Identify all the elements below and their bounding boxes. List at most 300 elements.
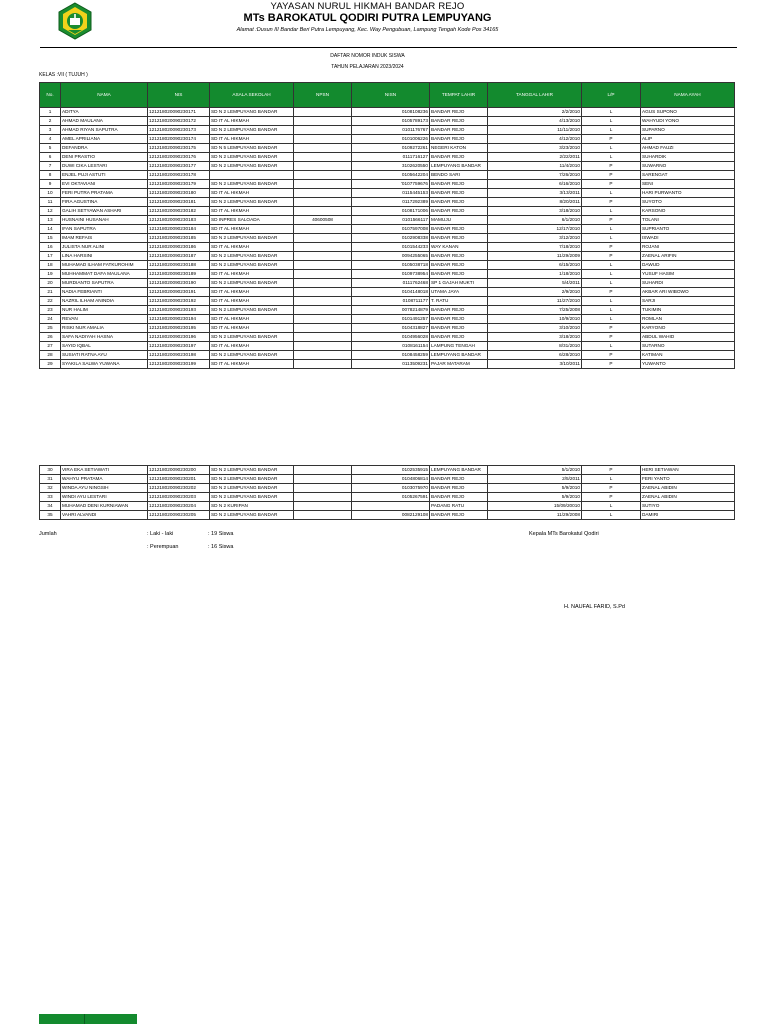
table-cell: 0113509231 — [352, 360, 430, 369]
table-cell: 121218020090230192 — [148, 297, 210, 306]
table-cell: 6/16/2010 — [488, 180, 582, 189]
table-cell — [294, 180, 352, 189]
table-cell: 10 — [40, 189, 61, 198]
table-cell: 0109738954 — [352, 270, 430, 279]
table-cell: LAMPUNG TENGAH — [430, 342, 488, 351]
table-cell: VIRA EKA SETIAWATI — [61, 466, 148, 475]
table-cell: BENDO SARI — [430, 171, 488, 180]
table-cell — [294, 484, 352, 493]
foundation-name: YAYASAN NURUL HIKMAH BANDAR REJO — [270, 1, 465, 12]
table-cell: 33 — [40, 493, 61, 502]
table-row — [40, 484, 735, 493]
table-cell: 28 — [40, 351, 61, 360]
table-cell: 121218020090230175 — [148, 144, 210, 153]
table-cell: BANDAR REJO — [430, 189, 488, 198]
table-cell: L — [582, 117, 641, 126]
table-cell: WAY KANAN — [430, 243, 488, 252]
male-label: : Laki - laki — [147, 531, 174, 537]
table-row — [40, 189, 735, 198]
table-cell: L — [582, 108, 641, 117]
table-cell: SD IT AL HIKMAH — [210, 225, 294, 234]
table-cell: 3/18/2010 — [488, 333, 582, 342]
table-cell: SD N 2 LEMPUYANG BANDAR — [210, 484, 294, 493]
table-cell: PADANG RATU — [430, 502, 488, 511]
table-cell: DAMIRI — [641, 511, 735, 520]
table-cell: BANDAR REJO — [430, 315, 488, 324]
school-name: MTs BAROKATUL QODIRI PUTRA LEMPUYANG — [243, 12, 492, 24]
table-cell: SD N 2 KURIPAN — [210, 502, 294, 511]
table-cell: 121218020090230171 — [148, 108, 210, 117]
table-cell: 121218020090230174 — [148, 135, 210, 144]
table-cell: 0111716127 — [352, 153, 430, 162]
table-cell — [294, 108, 352, 117]
student-table — [39, 82, 735, 369]
table-cell: 1 — [40, 108, 61, 117]
table-cell: 121218020090230179 — [148, 180, 210, 189]
table-cell — [210, 171, 294, 180]
table-cell: 3/18/2010 — [488, 207, 582, 216]
table-cell: L — [582, 144, 641, 153]
table-cell — [294, 342, 352, 351]
table-cell: 3/23/2010 — [488, 144, 582, 153]
table-row — [40, 333, 735, 342]
table-cell: BANDAR REJO — [430, 135, 488, 144]
table-cell — [294, 306, 352, 315]
table-row — [40, 162, 735, 171]
table-cell: L — [582, 511, 641, 520]
female-count: : 16 Siswa — [208, 544, 234, 550]
table-cell: 0105267591 — [352, 493, 430, 502]
table-cell: SD IT AL HIKMAH — [210, 342, 294, 351]
table-cell: SENI — [641, 180, 735, 189]
table-cell: 8 — [40, 171, 61, 180]
table-cell: ROJANI — [641, 243, 735, 252]
table-cell: SD N 2 LEMPUYANG BANDAR — [210, 252, 294, 261]
table-cell: SD N 2 LEMPUYANG BANDAR — [210, 108, 294, 117]
table-cell: 11/29/2009 — [488, 252, 582, 261]
table-cell: L — [582, 126, 641, 135]
table-cell: ABDUL WAHID — [641, 333, 735, 342]
table-cell: WINDA AYU NINGSIH — [61, 484, 148, 493]
table-cell: 5/1/2010 — [488, 466, 582, 475]
table-cell: SD N 2 LEMPUYANG BANDAR — [210, 198, 294, 207]
table-cell: 0082129108 — [352, 511, 430, 520]
table-cell: GALIH SETYAWAN ASHARI — [61, 207, 148, 216]
table-cell: SD N 2 LEMPUYANG BANDAR — [210, 126, 294, 135]
table-cell: MAMUJU — [430, 216, 488, 225]
table-cell: SUPARNO — [641, 126, 735, 135]
table-cell: SD N 2 LEMPUYANG BANDAR — [210, 351, 294, 360]
table-cell: 121218020090230190 — [148, 279, 210, 288]
table-cell: 16 — [40, 243, 61, 252]
table-cell — [294, 261, 352, 270]
table-row — [40, 216, 735, 225]
table-cell: 24 — [40, 315, 61, 324]
table-cell: 121218020090230181 — [148, 198, 210, 207]
table-cell — [294, 493, 352, 502]
table-cell: 11/29/2008 — [488, 511, 582, 520]
table-row — [40, 144, 735, 153]
total-label: Jumlah — [39, 531, 57, 537]
class-label: KELAS :VII ( TUJUH ) — [39, 72, 88, 78]
table-cell: VAHRI ALVANDI — [61, 511, 148, 520]
table-cell — [294, 117, 352, 126]
table-cell: 0101544233 — [352, 243, 430, 252]
table-cell: 31 — [40, 475, 61, 484]
table-cell: SD IT AL HIKMAH — [210, 297, 294, 306]
table-cell: BANDAR REJO — [430, 324, 488, 333]
footer-bar — [39, 1014, 137, 1024]
table-row — [40, 126, 735, 135]
table-cell — [294, 351, 352, 360]
table-cell: 0105642204 — [352, 171, 430, 180]
table-row — [40, 180, 735, 189]
table-row — [40, 493, 735, 502]
table-cell: NADIA FEBRIANTI — [61, 288, 148, 297]
col-header: NIS — [148, 83, 210, 108]
table-row — [40, 360, 735, 369]
table-cell: 121218020090230185 — [148, 234, 210, 243]
table-cell: 2/9/2010 — [488, 288, 582, 297]
table-cell: 15 — [40, 234, 61, 243]
table-cell — [294, 225, 352, 234]
table-cell: ADITYA — [61, 108, 148, 117]
table-cell: YUWANTO — [641, 360, 735, 369]
col-header: NISN — [352, 83, 430, 108]
table-cell: RISKI NUR AMALIA — [61, 324, 148, 333]
table-cell: 40600508 — [294, 216, 352, 225]
table-cell: 5 — [40, 144, 61, 153]
table-cell — [294, 171, 352, 180]
table-cell: SD INPRES SALOADA — [210, 216, 294, 225]
table-cell: DEFANDRA — [61, 144, 148, 153]
table-cell: L — [582, 475, 641, 484]
table-cell: L — [582, 207, 641, 216]
table-cell: 32 — [40, 484, 61, 493]
table-cell: SD N 2 LEMPUYANG BANDAR — [210, 153, 294, 162]
table-cell: 6/28/2010 — [488, 351, 582, 360]
table-cell: BANDAR REJO — [430, 117, 488, 126]
table-row — [40, 502, 735, 511]
table-cell: 7/26/2010 — [488, 171, 582, 180]
table-cell: 0101566117 — [352, 216, 430, 225]
table-cell: P — [582, 162, 641, 171]
table-cell: SD IT AL HIKMAH — [210, 135, 294, 144]
table-row — [40, 315, 735, 324]
table-cell: 0108161154 — [352, 342, 430, 351]
table-cell — [352, 502, 430, 511]
table-cell: 0102908338 — [352, 234, 430, 243]
table-cell: 121218020090230199 — [148, 360, 210, 369]
table-cell: 121218020090230184 — [148, 225, 210, 234]
table-cell: AMEL APRILIANA — [61, 135, 148, 144]
male-count: : 19 Siswa — [208, 531, 234, 537]
table-cell: BANDAR REJO — [430, 252, 488, 261]
table-cell: SUHARDIK — [641, 153, 735, 162]
table-cell — [294, 511, 352, 520]
table-cell — [294, 162, 352, 171]
table-cell: NUR HALIM — [61, 306, 148, 315]
table-cell: P — [582, 135, 641, 144]
table-cell: 6/15/2010 — [488, 261, 582, 270]
table-cell: 30 — [40, 466, 61, 475]
table-cell: 3/10/2011 — [488, 360, 582, 369]
table-cell: SP 1 GAJAH MUKTI — [430, 279, 488, 288]
table-cell: 3102620550 — [352, 162, 430, 171]
table-cell: BANDAR REJO — [430, 511, 488, 520]
table-cell — [294, 315, 352, 324]
table-cell: REVAN — [61, 315, 148, 324]
table-row — [40, 466, 735, 475]
col-header: NAMA — [61, 83, 148, 108]
col-header: TANGGAL LAHIR — [488, 83, 582, 108]
table-row — [40, 270, 735, 279]
table-cell: 121218020090230173 — [148, 126, 210, 135]
table-cell: SD IT AL HIKMAH — [210, 360, 294, 369]
table-cell: L — [582, 306, 641, 315]
table-cell: P — [582, 493, 641, 502]
table-cell: 121218020090230203 — [148, 493, 210, 502]
table-cell: NEGERI KATON — [430, 144, 488, 153]
table-cell: BANDAR REJO — [430, 126, 488, 135]
table-cell: SD N 2 LEMPUYANG BANDAR — [210, 162, 294, 171]
table-cell — [294, 126, 352, 135]
table-cell: SUWARNO — [641, 162, 735, 171]
table-row — [40, 225, 735, 234]
table-cell: SUSIATI RATNA AYU — [61, 351, 148, 360]
table-cell: 121218020090230180 — [148, 189, 210, 198]
table-cell: FERI PUTRA PRATAMA — [61, 189, 148, 198]
table-cell — [294, 466, 352, 475]
table-cell: FERI YANTO — [641, 475, 735, 484]
table-cell: 121218020090230201 — [148, 475, 210, 484]
table-cell: BANDAR REJO — [430, 484, 488, 493]
table-cell: MURDIANTO SAPUTRA — [61, 279, 148, 288]
table-cell: 121218020090230188 — [148, 261, 210, 270]
table-cell: L — [582, 225, 641, 234]
table-cell: 10/9/2010 — [488, 315, 582, 324]
table-cell — [294, 297, 352, 306]
table-cell: EVI OKTAVIANI — [61, 180, 148, 189]
table-cell: 0105789173 — [352, 117, 430, 126]
table-cell — [294, 135, 352, 144]
table-cell — [294, 207, 352, 216]
table-cell: TOLANI — [641, 216, 735, 225]
table-cell: AHMAD FAUZI — [641, 144, 735, 153]
table-cell: 11/27/2010 — [488, 297, 582, 306]
table-cell: 7 — [40, 162, 61, 171]
table-row — [40, 171, 735, 180]
table-cell — [294, 279, 352, 288]
table-cell: L — [582, 342, 641, 351]
table-cell: 26 — [40, 333, 61, 342]
table-cell: DAWUD — [641, 261, 735, 270]
table-cell: SUHARDI — [641, 279, 735, 288]
table-cell: SYAKILA SALWA YUWANA — [61, 360, 148, 369]
table-cell: 3/10/2010 — [488, 324, 582, 333]
table-row — [40, 117, 735, 126]
table-cell: 0101176767 — [352, 126, 430, 135]
table-cell: SD N 2 LEMPUYANG BANDAR — [210, 511, 294, 520]
table-cell: SD IT AL HIKMAH — [210, 324, 294, 333]
table-cell: SD IT AL HIKMAH — [210, 117, 294, 126]
table-cell: P — [582, 288, 641, 297]
table-cell: 0107597008 — [352, 225, 430, 234]
table-cell: WAHYU PRATAMA — [61, 475, 148, 484]
table-row — [40, 475, 735, 484]
table-cell: 0104318827 — [352, 324, 430, 333]
table-cell: 121218020090230197 — [148, 342, 210, 351]
table-cell: 0115445153 — [352, 189, 430, 198]
table-cell: 6 — [40, 153, 61, 162]
table-cell: KARYONO — [641, 324, 735, 333]
table-cell: BANDAR REJO — [430, 234, 488, 243]
table-cell: P — [582, 324, 641, 333]
table-cell: SD IT AL HIKMAH — [210, 288, 294, 297]
table-cell: 3 — [40, 126, 61, 135]
table-row — [40, 153, 735, 162]
table-cell: 0094255065 — [352, 252, 430, 261]
document-title: DAFTAR NOMOR INDUK SISWA — [330, 53, 405, 59]
table-cell: 121218020090230204 — [148, 502, 210, 511]
table-cell: BANDAR REJO — [430, 207, 488, 216]
table-cell: L — [582, 153, 641, 162]
table-cell: AHMAD MAULANA — [61, 117, 148, 126]
table-row — [40, 279, 735, 288]
table-row — [40, 261, 735, 270]
table-cell — [294, 144, 352, 153]
table-row — [40, 342, 735, 351]
table-row — [40, 324, 735, 333]
table-cell: BANDAR REJO — [430, 261, 488, 270]
table-cell: 15/09/20010 — [488, 502, 582, 511]
table-cell: 9 — [40, 180, 61, 189]
table-cell: L — [582, 315, 641, 324]
table-cell: 121218020090230183 — [148, 216, 210, 225]
table-cell: BANDAR REJO — [430, 225, 488, 234]
table-cell: PAJAR MATARAM — [430, 360, 488, 369]
table-cell: SD N 2 LEMPUYANG BANDAR — [210, 475, 294, 484]
table-cell: 14 — [40, 225, 61, 234]
signature-name: H. NAUFAL FARID, S.Pd — [564, 604, 625, 610]
table-cell: L — [582, 189, 641, 198]
table-cell: 0108458259 — [352, 351, 430, 360]
table-cell: SUTIYO — [641, 502, 735, 511]
table-cell: 121218020090230177 — [148, 162, 210, 171]
academic-year: TAHUN PELAJARAN 2023/2024 — [331, 64, 404, 70]
table-cell: 7/25/2008 — [488, 306, 582, 315]
table-cell: 0102535915 — [352, 466, 430, 475]
table-cell: 121218020090230178 — [148, 171, 210, 180]
table-cell: BANDAR REJO — [430, 475, 488, 484]
col-header: ASALA SEKOLAH — [210, 83, 294, 108]
table-cell: IMAM REFAIS — [61, 234, 148, 243]
table-cell: 121218020090230186 — [148, 243, 210, 252]
table-cell: 121218020090230205 — [148, 511, 210, 520]
table-cell: L — [582, 261, 641, 270]
table-cell: 5/9/2010 — [488, 484, 582, 493]
col-header: NAMA AYAH — [641, 83, 735, 108]
table-cell: '0107759676 — [352, 180, 430, 189]
table-cell: 0104148018 — [352, 288, 430, 297]
table-cell: 2/2/2010 — [488, 108, 582, 117]
table-cell: SD N 2 LEMPUYANG BANDAR — [210, 180, 294, 189]
student-table-continued — [39, 465, 735, 520]
table-cell: P — [582, 216, 641, 225]
table-cell: YUSUF HASIM — [641, 270, 735, 279]
col-header: No. — [40, 83, 61, 108]
table-cell: SD IT AL HIKMAH — [210, 315, 294, 324]
signature-title: Kepala MTs Barokatul Qodiri — [529, 531, 599, 537]
table-cell: 121218020090230194 — [148, 315, 210, 324]
table-cell: 1/18/2010 — [488, 270, 582, 279]
table-cell: P — [582, 333, 641, 342]
table-cell — [294, 360, 352, 369]
table-row — [40, 135, 735, 144]
table-cell: SD N 2 LEMPUYANG BANDAR — [210, 279, 294, 288]
table-cell: 0108711177 — [352, 297, 430, 306]
table-cell: 4 — [40, 135, 61, 144]
table-cell: LEMPUYANG BANDAR — [430, 466, 488, 475]
table-cell: SUYOTO — [641, 198, 735, 207]
table-cell: 0104956028 — [352, 333, 430, 342]
table-cell: P — [582, 171, 641, 180]
table-cell: SD IT AL HIKMAH — [210, 189, 294, 198]
table-row — [40, 351, 735, 360]
table-cell: 29 — [40, 360, 61, 369]
table-cell: 3/13/2011 — [488, 189, 582, 198]
table-cell: 0105038718 — [352, 261, 430, 270]
table-cell — [294, 252, 352, 261]
table-cell: FIRA AGUSTINA — [61, 198, 148, 207]
table-row — [40, 288, 735, 297]
table-cell: MUHAMAD ILHAM FATKUROHIM — [61, 261, 148, 270]
table-cell: SUPRIANTO — [641, 225, 735, 234]
table-row — [40, 306, 735, 315]
table-cell: 5/4/2011 — [488, 279, 582, 288]
table-cell: 121218020090230198 — [148, 351, 210, 360]
table-cell: SAYID IQBAL — [61, 342, 148, 351]
table-cell: 8/31/2010 — [488, 342, 582, 351]
table-cell: LINA HARSINI — [61, 252, 148, 261]
table-cell: AGUS SUPONO — [641, 108, 735, 117]
table-cell: 27 — [40, 342, 61, 351]
table-cell — [294, 198, 352, 207]
school-address: Alamat :Dusun III Bandar Beri Putra Lempuyang, Kec. Way Pengubuan, Lampung Tengah Kode Pos 34165 — [236, 27, 499, 33]
table-row — [40, 234, 735, 243]
table-cell: 17 — [40, 252, 61, 261]
table-cell — [294, 270, 352, 279]
table-cell: SD N 2 LEMPUYANG BANDAR — [210, 333, 294, 342]
table-row — [40, 511, 735, 520]
table-cell: BANDAR REJO — [430, 306, 488, 315]
table-cell: L — [582, 297, 641, 306]
table-cell: LEMPUYANG BANDAR — [430, 351, 488, 360]
table-cell: HUSNAINI HUSANAH — [61, 216, 148, 225]
table-cell: ZAENAL ABIDIN — [641, 484, 735, 493]
table-cell: 35 — [40, 511, 61, 520]
table-cell: 0108171006 — [352, 207, 430, 216]
table-cell: WAHYUDI YONO — [641, 117, 735, 126]
table-cell: P — [582, 198, 641, 207]
table-cell: 6/1/2010 — [488, 216, 582, 225]
table-row — [40, 207, 735, 216]
table-cell: BANDAR REJO — [430, 333, 488, 342]
table-cell: L — [582, 234, 641, 243]
table-cell: KARSONO — [641, 207, 735, 216]
table-cell: SD N 2 LEMPUYANG BANDAR — [210, 234, 294, 243]
table-cell: L — [582, 502, 641, 511]
